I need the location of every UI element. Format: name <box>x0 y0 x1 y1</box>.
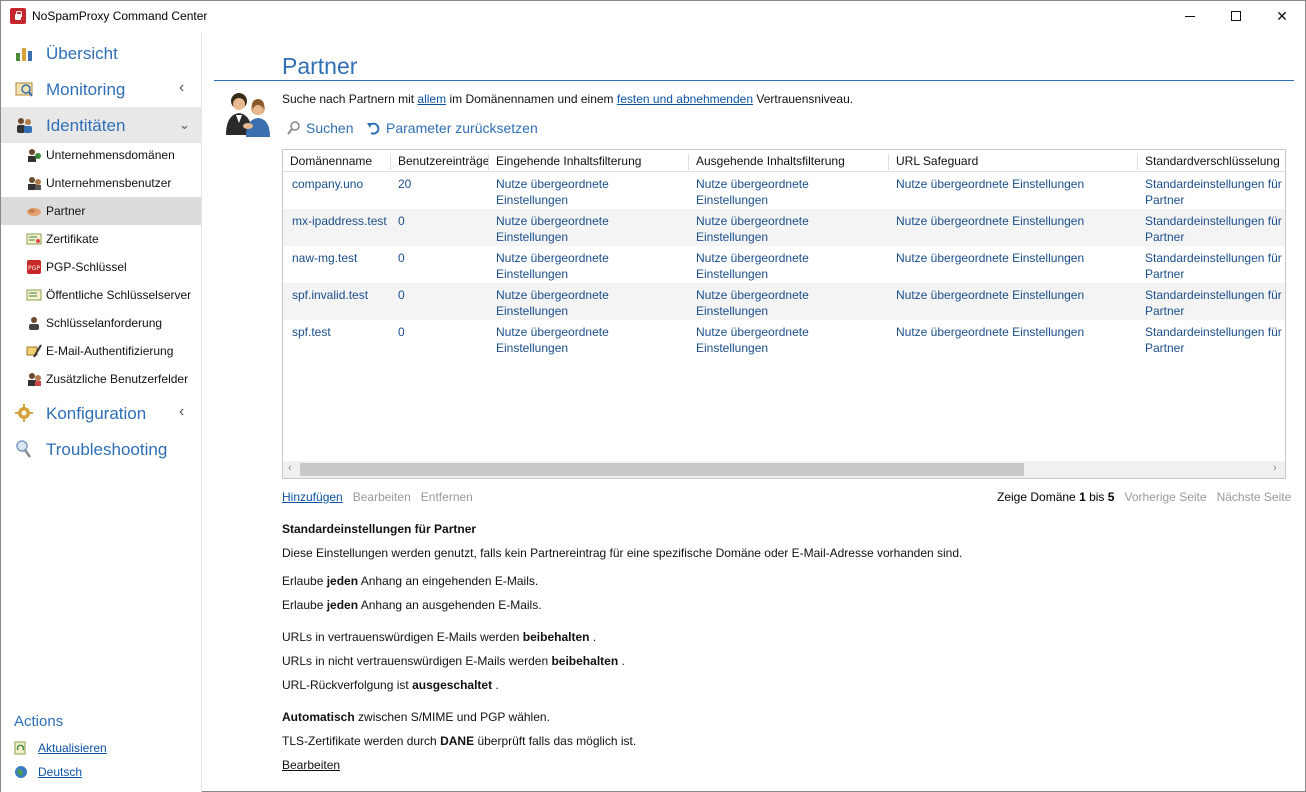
svg-text:PGP: PGP <box>28 265 40 272</box>
paging-to: 5 <box>1107 490 1115 504</box>
table-header <box>283 150 1285 172</box>
cell-default-encryption: Standardeinstellungen für Partner <box>1145 288 1282 318</box>
scrollbar-thumb[interactable] <box>300 463 1024 476</box>
close-icon: ✕ <box>1276 7 1288 24</box>
scroll-left-icon[interactable]: ‹ <box>288 462 292 474</box>
paging-from: 1 <box>1079 490 1086 504</box>
app-logo-icon <box>10 8 26 24</box>
sidebar-item-label: Schlüsselanforderung <box>46 316 163 330</box>
cell-url-safeguard: Nutze übergeordnete Einstellungen <box>896 325 1085 339</box>
cell-url-safeguard: Nutze übergeordnete Einstellungen <box>896 214 1085 228</box>
cell-outbound-filter: Nutze übergeordnete Einstellungen <box>696 214 809 244</box>
encryption-setting: Automatisch zwischen S/MIME und PGP wählen. <box>282 710 550 724</box>
nav-label: Konfiguration <box>46 404 147 423</box>
tls-setting: TLS-Zertifikate werden durch DANE überprüft falls das möglich ist. <box>282 734 637 748</box>
sidebar-item-label: Zusätzliche Benutzerfelder <box>46 372 189 386</box>
cell-inbound-filter: Nutze übergeordnete Einstellungen <box>496 325 609 355</box>
cell-url-safeguard: Nutze übergeordnete Einstellungen <box>896 177 1085 191</box>
table-row[interactable] <box>283 320 1285 357</box>
maximize-button[interactable] <box>1213 1 1259 31</box>
cell-domain: spf.invalid.test <box>292 288 369 302</box>
maximize-icon <box>1231 11 1241 21</box>
search-button[interactable] <box>287 120 353 136</box>
nav-item-overview[interactable] <box>1 35 201 71</box>
cell-domain: company.uno <box>292 177 364 191</box>
add-link[interactable]: Hinzufügen <box>282 490 343 504</box>
partner-table <box>282 149 1286 479</box>
paging-prefix: Zeige Domäne <box>997 490 1076 504</box>
key-server-icon <box>26 287 42 303</box>
minimize-icon <box>1185 16 1195 17</box>
sidebar-item-pgp-keys[interactable] <box>1 253 201 281</box>
previous-page-link[interactable]: Vorherige Seite <box>1124 490 1207 504</box>
horizontal-scrollbar[interactable] <box>283 461 1285 478</box>
sidebar-item-email-auth[interactable] <box>1 337 201 365</box>
nav-item-troubleshooting[interactable] <box>1 431 201 467</box>
reset-parameters-button[interactable] <box>367 120 538 136</box>
sidebar-item-label: Unternehmensbenutzer <box>46 176 172 190</box>
refresh-icon <box>14 741 28 755</box>
nav-label: Troubleshooting <box>46 440 168 459</box>
globe-icon <box>14 765 28 779</box>
search-description <box>282 92 853 106</box>
search-icon <box>287 121 301 135</box>
sidebar-item-label: E-Mail-Authentifizierung <box>46 344 174 358</box>
actions-heading: Actions <box>14 713 64 730</box>
cell-default-encryption: Standardeinstellungen für Partner <box>1145 177 1282 207</box>
sidebar-item-label: Zertifikate <box>46 232 99 246</box>
cell-outbound-filter: Nutze übergeordnete Einstellungen <box>696 325 809 355</box>
refresh-link[interactable]: Aktualisieren <box>38 741 107 755</box>
cell-domain: spf.test <box>292 325 331 339</box>
sidebar-item-label: Partner <box>46 204 86 218</box>
identities-icon <box>14 115 34 135</box>
language-link[interactable]: Deutsch <box>38 765 83 779</box>
cell-domain: naw-mg.test <box>292 251 358 265</box>
search-button-label: Suchen <box>306 120 354 136</box>
undo-icon <box>367 121 381 135</box>
nav-label: Identitäten <box>46 116 126 135</box>
sidebar <box>1 33 202 792</box>
edit-link[interactable]: Bearbeiten <box>352 490 411 504</box>
key-request-icon <box>26 315 42 331</box>
nav-item-monitoring[interactable] <box>1 71 201 107</box>
column-header-domain[interactable]: Domänenname <box>290 154 373 168</box>
cell-default-encryption: Standardeinstellungen für Partner <box>1145 325 1282 355</box>
close-button[interactable] <box>1259 1 1305 31</box>
cell-user-entries: 0 <box>398 288 405 302</box>
page-title: Partner <box>282 53 358 79</box>
nav-label: Übersicht <box>46 44 118 63</box>
sidebar-item-partner[interactable] <box>1 197 201 225</box>
cell-url-safeguard: Nutze übergeordnete Einstellungen <box>896 251 1085 265</box>
sidebar-item-user-fields[interactable] <box>1 365 201 393</box>
cell-domain: mx-ipaddress.test <box>292 214 387 228</box>
sidebar-item-label: PGP-Schlüssel <box>46 260 127 274</box>
cell-default-encryption: Standardeinstellungen für Partner <box>1145 214 1282 244</box>
column-header-user-entries[interactable]: Benutzereinträge <box>390 154 489 170</box>
chevron-left-icon: ‹ <box>179 79 185 96</box>
sidebar-item-key-servers[interactable] <box>1 281 201 309</box>
cell-inbound-filter: Nutze übergeordnete Einstellungen <box>496 251 609 281</box>
defaults-intro: Diese Einstellungen werden genutzt, falls kein Partnereintrag für eine spezifische Domäne oder E-Mail-Adresse vorhanden sind. <box>282 546 963 560</box>
chevron-down-icon: ⌄ <box>179 117 190 132</box>
overview-icon <box>14 43 34 63</box>
attachment-inbound-setting: Erlaube jeden Anhang an eingehenden E-Mails. <box>282 574 539 588</box>
reset-button-label: Parameter zurücksetzen <box>386 120 538 136</box>
sidebar-item-key-request[interactable] <box>1 309 201 337</box>
cell-inbound-filter: Nutze übergeordnete Einstellungen <box>496 288 609 318</box>
paging-bar <box>997 490 1291 504</box>
trust-level-link[interactable]: festen und abnehmenden <box>616 92 754 106</box>
column-header-inbound-filter[interactable]: Eingehende Inhaltsfilterung <box>488 154 688 170</box>
cell-user-entries: 0 <box>398 325 405 339</box>
monitoring-icon <box>14 79 34 99</box>
company-domains-icon <box>26 147 42 163</box>
next-page-link[interactable]: Nächste Seite <box>1216 490 1292 504</box>
table-row[interactable] <box>283 283 1285 320</box>
sidebar-item-company-domains[interactable] <box>1 141 201 169</box>
table-row[interactable] <box>283 172 1285 209</box>
grid-actions <box>282 490 473 504</box>
partner-icon <box>26 203 42 219</box>
main-content <box>214 33 1294 792</box>
remove-link[interactable]: Entfernen <box>420 490 473 504</box>
table-row[interactable] <box>283 209 1285 246</box>
title-divider <box>214 80 1294 81</box>
defaults-heading: Standardeinstellungen für Partner <box>282 522 477 536</box>
cell-url-safeguard: Nutze übergeordnete Einstellungen <box>896 288 1085 302</box>
column-header-url-safeguard[interactable]: URL Safeguard <box>888 154 1138 170</box>
window-title: NoSpamProxy Command Center <box>32 9 208 23</box>
cell-outbound-filter: Nutze übergeordnete Einstellungen <box>696 288 809 318</box>
table-row[interactable] <box>283 246 1285 283</box>
cell-user-entries: 0 <box>398 251 405 265</box>
attachment-outbound-setting: Erlaube jeden Anhang an ausgehenden E-Mails. <box>282 598 542 612</box>
nav-item-configuration[interactable] <box>1 395 201 431</box>
edit-defaults-link[interactable]: Bearbeiten <box>282 758 341 772</box>
cell-outbound-filter: Nutze übergeordnete Einstellungen <box>696 177 809 207</box>
cell-user-entries: 20 <box>398 177 412 191</box>
nav-item-identities[interactable] <box>1 107 201 143</box>
cell-inbound-filter: Nutze übergeordnete Einstellungen <box>496 214 609 244</box>
minimize-button[interactable] <box>1167 1 1213 31</box>
troubleshooting-icon <box>14 439 34 459</box>
cell-outbound-filter: Nutze übergeordnete Einstellungen <box>696 251 809 281</box>
sidebar-item-label: Unternehmensdomänen <box>46 148 175 162</box>
cell-default-encryption: Standardeinstellungen für Partner <box>1145 251 1282 281</box>
pgp-key-icon <box>26 259 42 275</box>
email-auth-icon <box>26 343 42 359</box>
nav-label: Monitoring <box>46 80 126 99</box>
url-tracking-setting: URL-Rückverfolgung ist ausgeschaltet . <box>282 678 499 692</box>
company-users-icon <box>26 175 42 191</box>
search-desc-mid: im Domänennamen und einem <box>449 92 614 106</box>
search-desc-prefix: Suche nach Partnern mit <box>282 92 415 106</box>
chevron-left-icon: ‹ <box>179 403 185 420</box>
partners-illustration-icon <box>222 91 270 137</box>
configuration-icon <box>14 403 34 423</box>
sidebar-item-label: Öffentliche Schlüsselserver <box>46 288 192 302</box>
column-header-default-encryption[interactable]: Standardverschlüsselung <box>1137 154 1286 170</box>
url-trusted-setting: URLs in vertrauenswürdigen E-Mails werden beibehalten . <box>282 630 597 644</box>
paging-mid: bis <box>1089 490 1105 504</box>
cell-user-entries: 0 <box>398 214 405 228</box>
sidebar-item-certificates[interactable] <box>1 225 201 253</box>
search-desc-suffix: Vertrauensniveau. <box>756 92 854 106</box>
title-bar <box>1 1 1305 31</box>
scroll-right-icon[interactable]: › <box>1273 462 1277 474</box>
url-untrusted-setting: URLs in nicht vertrauenswürdigen E-Mails werden beibehalten . <box>282 654 625 668</box>
search-scope-link[interactable]: allem <box>417 92 447 106</box>
user-fields-icon <box>26 371 42 387</box>
column-header-outbound-filter[interactable]: Ausgehende Inhaltsfilterung <box>688 154 888 170</box>
cell-inbound-filter: Nutze übergeordnete Einstellungen <box>496 177 609 207</box>
certificate-icon <box>26 231 42 247</box>
sidebar-item-company-users[interactable] <box>1 169 201 197</box>
